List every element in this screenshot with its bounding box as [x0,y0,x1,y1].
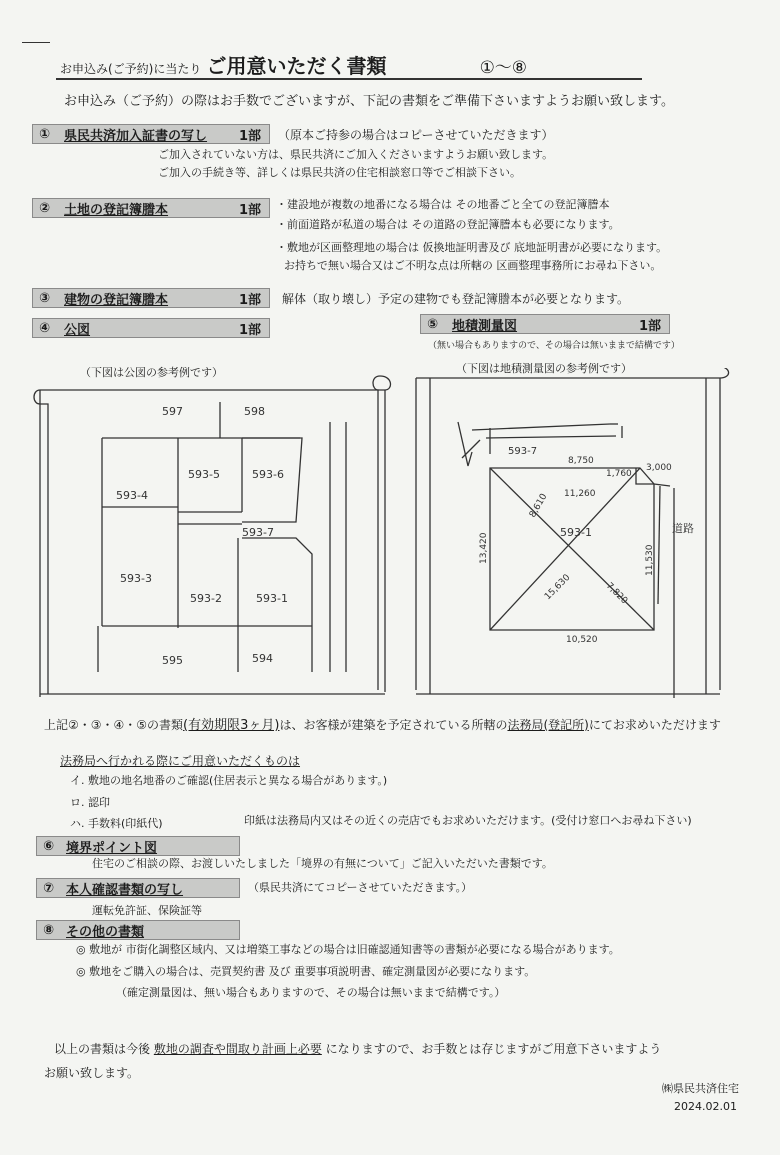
item1-label: 県民共済加入証書の写し [64,128,208,144]
lot-593-5: 593-5 [188,468,220,481]
item1-note: （原本ご持参の場合はコピーさせていただきます） [278,128,554,142]
lot-597: 597 [162,405,183,418]
dim-15630: 15,630 [543,572,573,603]
item1-header [32,124,270,144]
lot-593-6: 593-6 [252,468,284,481]
road-label: 道路 [672,522,694,535]
item7-header [36,878,240,898]
item7-label: 本人確認書類の写し [66,882,184,898]
item8-line1: ◎ 敷地が 市街化調整区域内、又は増築工事などの場合は旧確認通知書等の書類が必要になる場合があります。 [76,943,620,956]
survey-map [410,368,730,704]
item2-count: 1部 [238,202,261,218]
bring-item-1: イ. 敷地の地名地番のご確認(住居表示と異なる場合があります。) [70,774,388,787]
item2-line3: ・敷地が区画整理地の場合は 仮換地証明書及び 底地証明書が必要になります。 [276,241,668,254]
item6-label: 境界ポイント図 [66,840,158,856]
item1-line1: ご加入されていない方は、県民共済にご加入くださいますようお願い致します。 [158,148,554,161]
item1-num: ① [39,126,51,142]
validity-mid: は、お客様が建築を予定されている所轄の [279,718,508,732]
lot-594: 594 [252,652,273,665]
item3-count: 1部 [238,292,261,308]
dim-8610: 8,610 [527,492,550,520]
lot-595: 595 [162,654,183,667]
dim-1760: 1,760 [606,469,632,479]
lot-593-3: 593-3 [120,572,152,585]
dim-13420: 13,420 [479,532,489,564]
item3-num: ③ [39,290,51,306]
title-rule [56,78,642,80]
dim-11260: 11,260 [564,489,596,499]
item3-label: 建物の登記簿謄本 [64,292,169,308]
item1-count: 1部 [238,128,261,144]
dim-7820: 7,820 [603,581,630,607]
dim-10520: 10,520 [566,635,598,645]
dim-3000: 3,000 [646,463,672,473]
item5-num: ⑤ [427,316,439,332]
validity-office: 法務局(登記所) [507,718,589,732]
item4-label: 公図 [64,322,91,338]
closing-post: になりますので、お手数とは存じますがご用意下さいますよう [321,1042,662,1056]
survey-lot-593-7: 593-7 [508,446,538,457]
lot-593-4: 593-4 [116,489,148,502]
item7-line: 運転免許証、保険証等 [92,904,202,917]
item4-header [32,318,270,338]
title-range: ①～⑧ [479,58,528,78]
closing-pre: 以上の書類は今後 [54,1042,154,1056]
lot-593-1: 593-1 [256,592,288,605]
closing-underlined: 敷地の調査や間取り計画上必要 [153,1042,322,1056]
bring-item-2: ロ. 認印 [70,796,110,809]
validity-period: (有効期限3ヶ月) [183,718,280,733]
title-prefix: お申込み(ご予約)に当たり [60,62,202,76]
item8-num: ⑧ [43,922,55,938]
item7-note: （県民共済にてコピーさせていただきます。） [248,881,473,894]
bring-heading: 法務局へ行かれる際にご用意いただくものは [60,754,301,768]
item5-count: 1部 [638,318,661,334]
title-main: ご用意いただく書類 [206,54,387,78]
item5-header [420,314,670,334]
lot-593-7: 593-7 [242,526,274,539]
dim-11530: 11,530 [645,544,655,576]
item6-header [36,836,240,856]
item2-label: 土地の登記簿謄本 [64,202,169,218]
dim-8750: 8,750 [568,456,594,466]
closing-line1 [54,1040,661,1057]
item6-num: ⑥ [43,838,55,854]
doc-date: 2024.02.01 [674,1100,737,1113]
item8-header [36,920,240,940]
survey-caption: （下図は地積測量図の参考例です） [456,362,632,375]
item4-num: ④ [39,320,51,336]
bring-item-3: ハ. 手数料(印紙代) [70,817,163,830]
item2-header [32,198,270,218]
intro-text: お申込み（ご予約）の際はお手数でございますが、下記の書類をご準備下さいますようお願い致します。 [64,94,674,109]
item5-note: （無い場合もありますので、その場合は無いままで結構です） [428,341,680,351]
item3-header [32,288,270,308]
item8-line3: （確定測量図は、無い場合もありますので、その場合は無いままで結構です。） [116,986,506,999]
validity-pre: 上記②・③・④・⑤の書類 [44,718,184,732]
item2-line4: お持ちで無い場合又はご不明な点は所轄の 区画整理事務所にお尋ね下さい。 [284,259,662,272]
koz-map [30,372,402,704]
item1-line2: ご加入の手続き等、詳しくは県民共済の住宅相談窓口等でご相談下さい。 [158,166,521,179]
item8-line2: ◎ 敷地をご購入の場合は、売買契約書 及び 重要事項説明書、確定測量図が必要になります。 [76,965,536,978]
item2-num: ② [39,200,51,216]
closing-line2: お願い致します。 [44,1066,140,1080]
item7-num: ⑦ [43,880,55,896]
item2-line1: ・建設地が複数の地番になる場合は その地番ごと全ての登記簿謄本 [276,198,610,211]
item4-count: 1部 [238,322,261,338]
survey-lot-593-1: 593-1 [560,526,592,539]
page-title [60,50,527,79]
lot-598: 598 [244,405,265,418]
item8-label: その他の書類 [66,924,145,940]
validity-line [44,714,721,733]
item3-note: 解体（取り壊し）予定の建物でも登記簿謄本が必要となります。 [282,292,630,306]
item5-label: 地積測量図 [452,318,518,334]
item2-line2: ・前面道路が私道の場合は その道路の登記簿謄本も必要になります。 [276,218,620,231]
stamp-note: 印紙は法務局内又はその近くの売店でもお求めいただけます。(受付け窓口へお尋ね下さい) [244,814,692,827]
top-mark [22,42,50,43]
lot-593-2: 593-2 [190,592,222,605]
item6-line: 住宅のご相談の際、お渡しいたしました「境界の有無について」ご記入いただいた書類です。 [92,857,553,870]
validity-post: にてお求めいただけます [588,718,721,732]
koz-caption: （下図は公図の参考例です） [80,366,223,379]
company-name: ㈱県民共済住宅 [662,1082,739,1095]
